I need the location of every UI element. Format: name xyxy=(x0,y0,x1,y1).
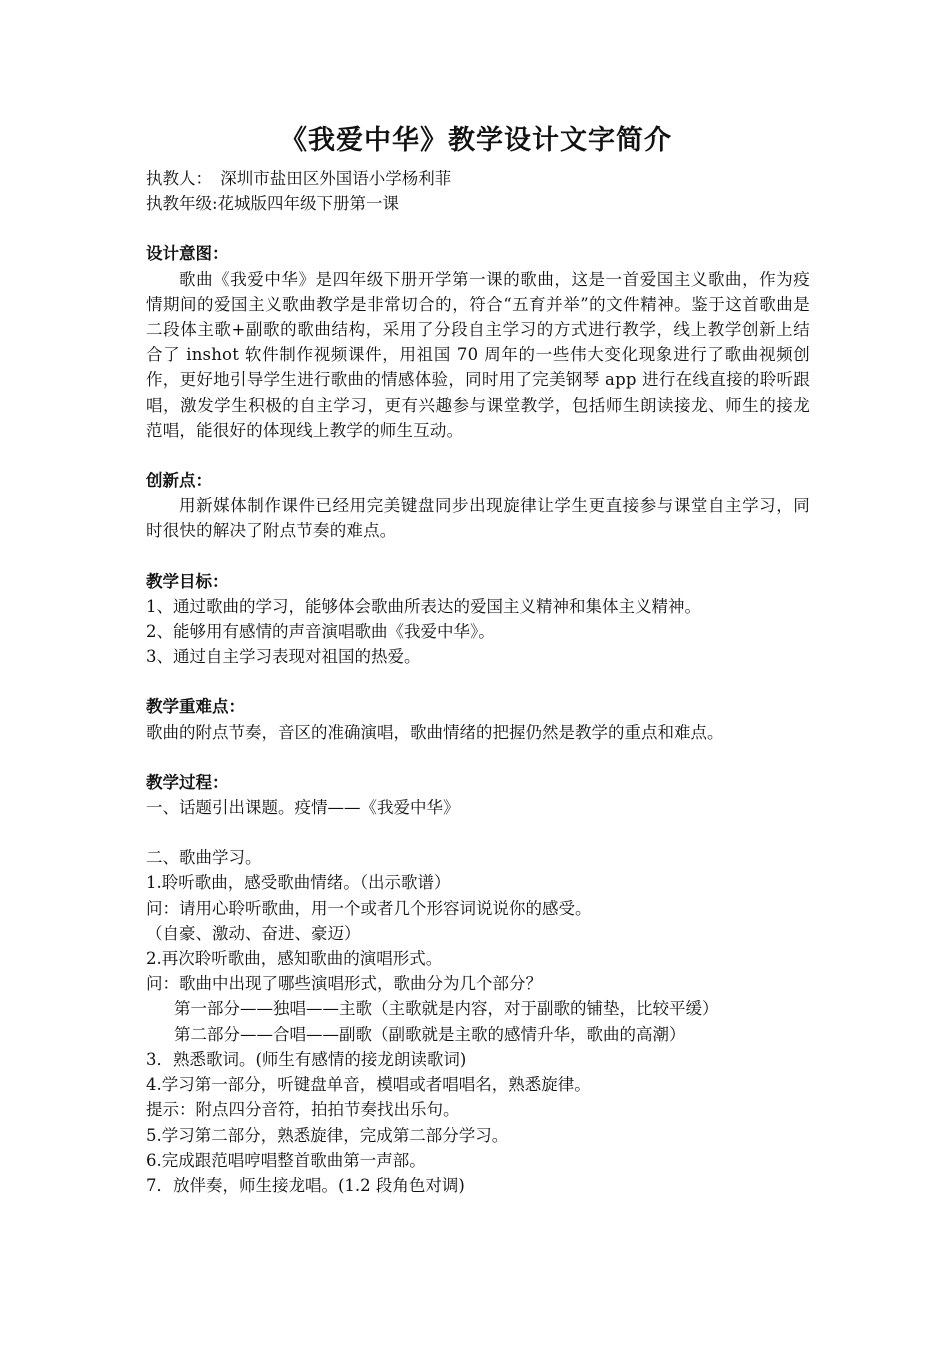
design-intent-paragraph: 歌曲《我爱中华》是四年级下册开学第一课的歌曲，这是一首爱国主义歌曲，作为疫情期间的爱国主义歌曲教学是非常切合的，符合“五育并举”的文件精神。鉴于这首歌曲是二段体主歌+副歌的歌曲结构，采用了分段自主学习的方式进行教学，线上教学创新上结合了 inshot 软件制作视频课件，用祖国 70 周年的一些伟大变化现象进行了歌曲视频创作，更好地引导学生进行歌曲的情感体验，同时用了完美钢琴 app 进行在线直接的聆听跟唱，激发学生积极的自主学习，更有兴趣参与课堂教学，包括师生朗读接龙、师生的接龙范唱，能很好的体现线上教学的师生互动。 xyxy=(146,269,810,440)
goal-item: 2、能够用有感情的声音演唱歌曲《我爱中华》。 xyxy=(146,622,495,642)
teacher-line: 执教人： 深圳市盐田区外国语小学杨利菲 xyxy=(146,169,452,188)
process-line: 7．放伴奏，师生接龙唱。(1.2 段角色对调) xyxy=(146,1175,465,1195)
process-heading: 教学过程： xyxy=(146,772,229,792)
key-points-heading: 教学重难点： xyxy=(146,697,245,717)
process-line: （自豪、激动、奋进、豪迈） xyxy=(146,923,361,943)
design-intent-heading: 设计意图： xyxy=(146,244,229,264)
key-points-text: 歌曲的附点节奏，音区的准确演唱，歌曲情绪的把握仍然是教学的重点和难点。 xyxy=(146,722,724,742)
grade-line: 执教年级:花城版四年级下册第一课 xyxy=(146,194,400,214)
process-line: 1.聆听歌曲，感受歌曲情绪。（出示歌谱） xyxy=(146,873,451,893)
goals-heading: 教学目标： xyxy=(146,571,229,591)
process-line: 5.学习第二部分，熟悉旋律，完成第二部分学习。 xyxy=(146,1125,509,1145)
innovation-heading: 创新点： xyxy=(146,471,212,491)
process-line: 6.完成跟范唱哼唱整首歌曲第一声部。 xyxy=(146,1150,426,1170)
process-line: 2.再次聆听歌曲，感知歌曲的演唱形式。 xyxy=(146,949,443,969)
process-step-2-title: 二、歌曲学习。 xyxy=(146,848,262,868)
goal-item: 3、通过自主学习表现对祖国的热爱。 xyxy=(146,647,421,667)
process-step-1: 一、话题引出课题。疫情——《我爱中华》 xyxy=(146,798,460,818)
process-sub-line: 第一部分——独唱——主歌（主歌就是内容，对于副歌的铺垫，比较平缓） xyxy=(174,999,719,1019)
document-title: 《我爱中华》教学设计文字简介 xyxy=(280,125,672,156)
process-sub-line: 第二部分——合唱——副歌（副歌就是主歌的感情升华，歌曲的高潮） xyxy=(174,1024,686,1044)
goal-item: 1、通过歌曲的学习，能够体会歌曲所表达的爱国主义精神和集体主义精神。 xyxy=(146,596,701,616)
document-body xyxy=(146,166,810,1198)
process-line: 4.学习第一部分，听键盘单音，模唱或者唱唱名，熟悉旋律。 xyxy=(146,1075,591,1095)
process-line: 问：歌曲中出现了哪些演唱形式，歌曲分为几个部分？ xyxy=(146,974,542,994)
process-line: 3．熟悉歌词。(师生有感情的接龙朗读歌词) xyxy=(146,1049,467,1069)
process-line: 问：请用心聆听歌曲，用一个或者几个形容词说说你的感受。 xyxy=(146,898,592,918)
innovation-paragraph: 用新媒体制作课件已经用完美键盘同步出现旋律让学生更直接参与课堂自主学习，同时很快的解决了附点节奏的难点。 xyxy=(146,496,810,541)
process-line: 提示：附点四分音符，拍拍节奏找出乐句。 xyxy=(146,1100,460,1120)
